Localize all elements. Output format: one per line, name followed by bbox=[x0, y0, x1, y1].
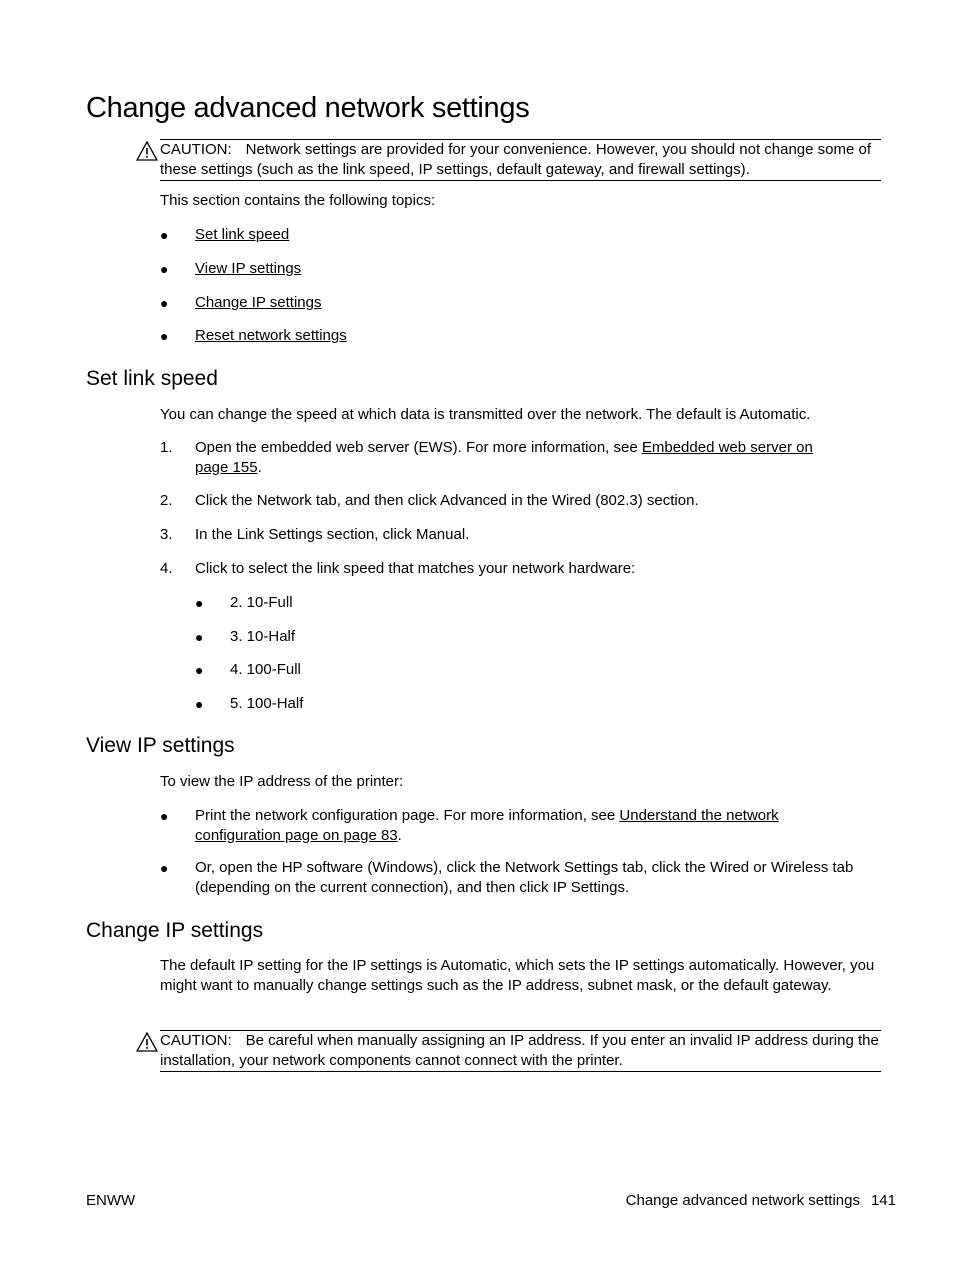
bullet-icon: ● bbox=[160, 295, 169, 311]
step-number: 2. bbox=[160, 492, 173, 509]
bullet-icon: ● bbox=[195, 696, 204, 712]
section-heading-set-link-speed: Set link speed bbox=[86, 367, 218, 390]
bullet-icon: ● bbox=[195, 595, 204, 611]
view-ip-bullet-1: Print the network configuration page. For more information, see Understand the network configuration page on page 83. bbox=[195, 807, 779, 844]
topic-link-set-link-speed[interactable]: Set link speed bbox=[195, 226, 290, 243]
speed-option: 5. 100-Half bbox=[230, 695, 304, 712]
footer-section-title: Change advanced network settings bbox=[625, 1192, 860, 1209]
topic-link-reset-network-settings[interactable]: Reset network settings bbox=[195, 327, 347, 344]
link-speed-intro: You can change the speed at which data is transmitted over the network. The default is Automatic. bbox=[160, 406, 811, 423]
step-number: 1. bbox=[160, 439, 173, 456]
caution-note bbox=[160, 139, 881, 181]
step-3: In the Link Settings section, click Manual. bbox=[195, 526, 470, 543]
speed-option: 4. 100-Full bbox=[230, 661, 301, 678]
bullet-icon: ● bbox=[160, 227, 169, 243]
caution-note bbox=[160, 1030, 881, 1072]
warning-icon bbox=[136, 1032, 158, 1052]
view-ip-bullet-2: Or, open the HP software (Windows), click the Network Settings tab, click the Wired or Wireless tab (depending on the current connection), and then click IP Settings. bbox=[195, 859, 854, 896]
bullet-icon: ● bbox=[160, 808, 169, 824]
step-1: Open the embedded web server (EWS). For more information, see Embedded web server on page 155. bbox=[195, 439, 813, 476]
footer-left: ENWW bbox=[86, 1192, 136, 1209]
footer-right bbox=[626, 1191, 896, 1210]
caution-text: Be careful when manually assigning an IP address. If you enter an invalid IP address during the installation, your network components cannot connect with the printer. bbox=[160, 1032, 879, 1069]
network-config-link[interactable]: Understand the network configuration page on page 83 bbox=[195, 807, 779, 844]
change-ip-paragraph: The default IP setting for the IP settings is Automatic, which sets the IP settings automatically. However, you might want to manually change settings such as the IP address, subnet mask, or the default gateway. bbox=[160, 957, 875, 994]
bullet-icon: ● bbox=[160, 328, 169, 344]
caution-label: CAUTION: bbox=[160, 1032, 232, 1049]
warning-icon bbox=[136, 141, 158, 161]
page-number: 141 bbox=[870, 1192, 896, 1209]
view-ip-intro: To view the IP address of the printer: bbox=[160, 773, 404, 790]
speed-option: 2. 10-Full bbox=[230, 594, 293, 611]
bullet-icon: ● bbox=[160, 860, 169, 876]
section-heading-change-ip-settings: Change IP settings bbox=[86, 919, 264, 942]
caution-label: CAUTION: bbox=[160, 141, 232, 158]
step-number: 3. bbox=[160, 526, 173, 543]
topic-link-change-ip-settings[interactable]: Change IP settings bbox=[195, 294, 322, 311]
step-4: Click to select the link speed that matches your network hardware: bbox=[195, 560, 636, 577]
caution-text: Network settings are provided for your convenience. However, you should not change some of these settings (such as the link speed, IP settings, default gateway, and firewall settings). bbox=[160, 141, 872, 178]
step-number: 4. bbox=[160, 560, 173, 577]
bullet-icon: ● bbox=[195, 629, 204, 645]
bullet-icon: ● bbox=[195, 662, 204, 678]
page-title: Change advanced network settings bbox=[86, 92, 530, 124]
speed-option: 3. 10-Half bbox=[230, 628, 296, 645]
bullet-icon: ● bbox=[160, 261, 169, 277]
ews-link[interactable]: Embedded web server on page 155 bbox=[195, 439, 813, 476]
topic-link-view-ip-settings[interactable]: View IP settings bbox=[195, 260, 302, 277]
section-heading-view-ip-settings: View IP settings bbox=[86, 734, 235, 757]
step-2: Click the Network tab, and then click Advanced in the Wired (802.3) section. bbox=[195, 492, 699, 509]
topics-intro: This section contains the following topics: bbox=[160, 192, 436, 209]
